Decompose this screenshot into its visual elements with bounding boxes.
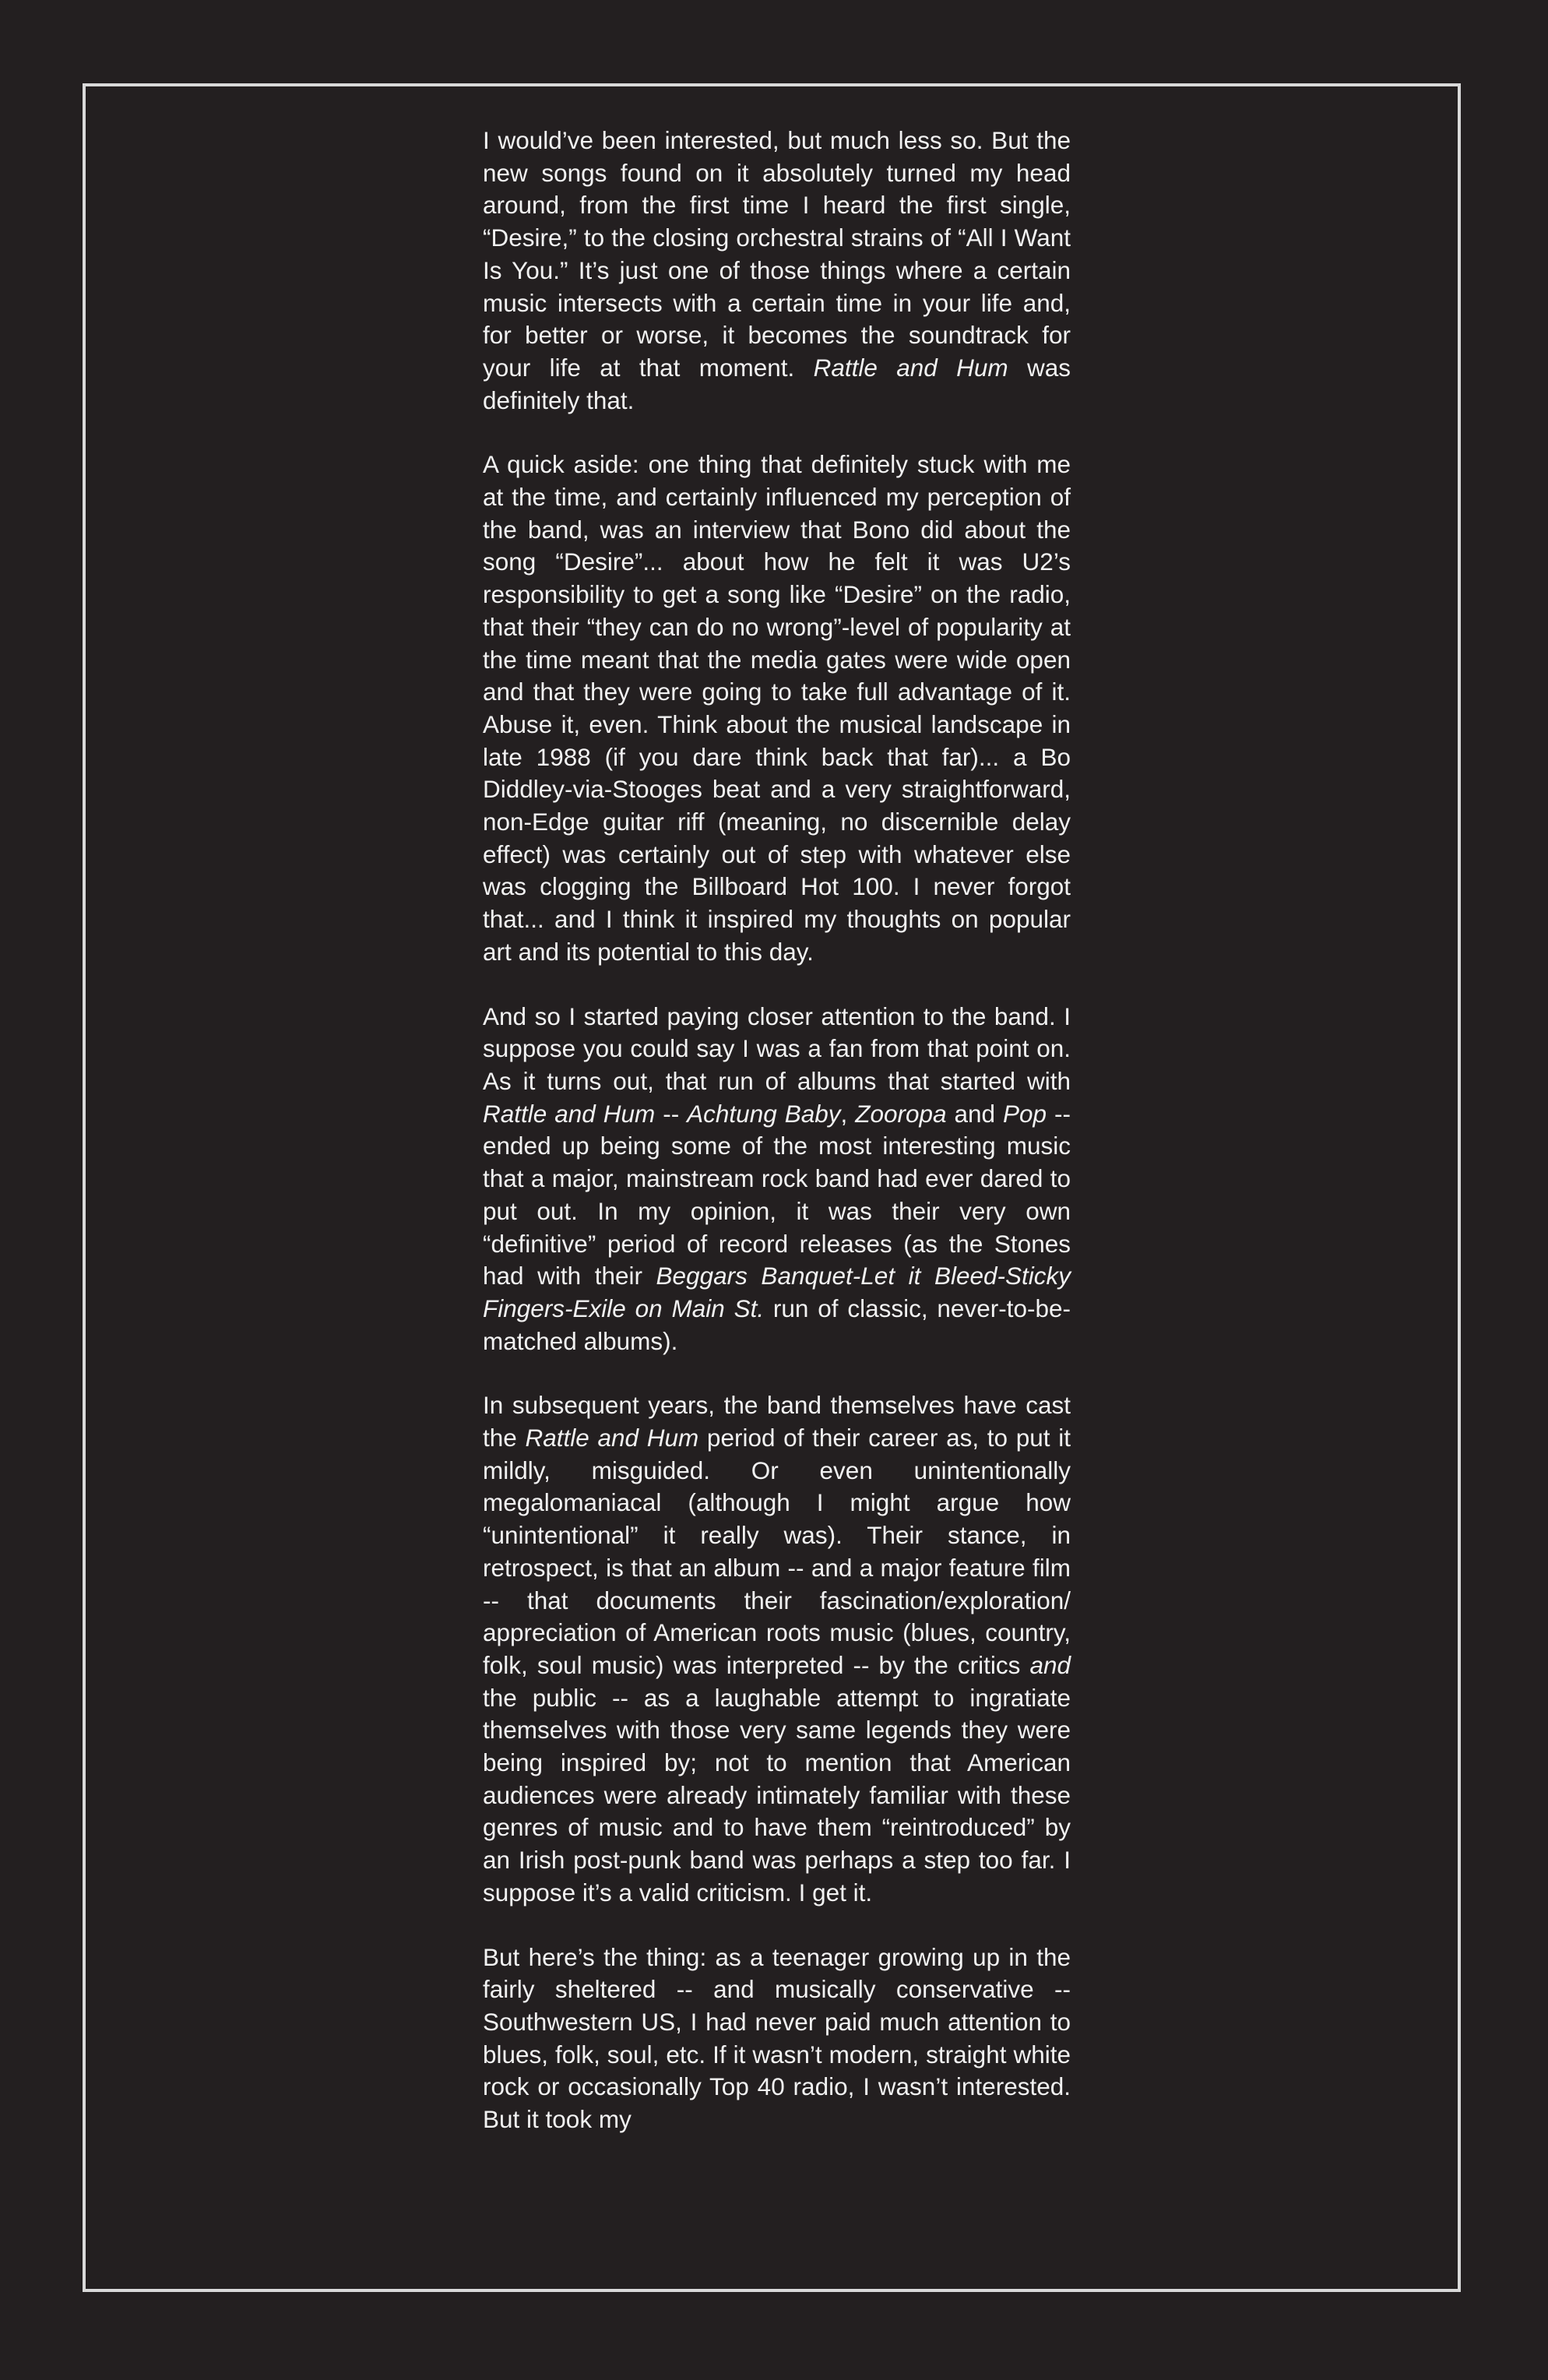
italic-title: Rattle and Hum [483, 1099, 656, 1128]
text-run: A quick aside: one thing that definitely stuck with me at the time, and certainly influenced my perception of the band, was an interview that Bono did about the song “Desire”... about how he felt it was U2’s responsibility to get a song like “Desire” on the radio, that their “they can do no wrong”-level of popularity at the time meant that the media gates were wide open and that they were going to take full advantage of it. Abuse it, even. Think about the musical landscape in late 1988 (if you dare think back that far)... a Bo Diddley-via-Stooges beat and a very straightforward, non-Edge guitar riff (meaning, no discernible delay effect) was certainly out of step with whatever else was clogging the Billboard Hot 100. I never forgot that... and I think it inspired my thoughts on popular art and its potential to this day. [483, 450, 1071, 966]
text-run: and [946, 1099, 1004, 1128]
text-run: And so I started paying closer attention to the band. I suppose you could say I was a fan from that point on. As it turns out, that run of albums that started with [483, 1002, 1071, 1095]
text-run: run of classic, never-to-be-matched albums). [483, 1294, 1071, 1355]
text-run: -- ended up being some of the most interesting music that a major, mainstream rock band had ever dared to put out. In my opinion, it was their very own “definitive” period of record releases (as the Stones had with their [483, 1099, 1071, 1290]
italic-title: Pop [1003, 1099, 1047, 1128]
text-run: In subsequent years, the band themselves have cast the [483, 1391, 1071, 1452]
italic-title: and [1029, 1650, 1071, 1679]
italic-title: Rattle and Hum [813, 353, 1008, 382]
paragraph-3 [483, 1001, 1071, 1358]
text-run: was definitely that. [483, 353, 1071, 414]
text-run: I would’ve been interested, but much less so. But the new songs found on it absolutely turned my head around, from the first time I heard the first single, “Desire,” to the closing orchestral strains of “All I Want Is You.” It’s just one of those things where a certain music intersects with a certain time in your life and, for better or worse, it becomes the soundtrack for your life at that moment. [483, 126, 1071, 382]
text-run: the public -- as a laughable attempt to ingratiate themselves with those very same legends they were being inspired by; not to mention that American audiences were already intimately familiar with these genres of music and to have them “reintroduced” by an Irish post-punk band was perhaps a step too far. I suppose it’s a valid criticism. I get it. [483, 1683, 1071, 1906]
italic-title: Achtung Baby [687, 1099, 841, 1128]
text-run: , [840, 1099, 856, 1128]
text-run: But here’s the thing: as a teenager growing up in the fairly sheltered -- and musically conservative -- Southwestern US, I had never paid much attention to blues, folk, soul, etc. If it wasn’t modern, straight white rock or occasionally Top 40 radio, I wasn’t interested. But it took my [483, 1942, 1071, 2134]
paragraph-1 [483, 125, 1071, 417]
italic-title: Zooropa [855, 1099, 947, 1128]
article-body [483, 125, 1071, 2136]
text-run: period of their career as, to put it mildly, misguided. Or even unintentionally megalomaniacal (although I might argue how “unintentional” it really was). Their stance, in retrospect, is that an album -- and a major feature film -- that documents their fascination/​exploration/​appreciation of American roots music (blues, country, folk, soul music) was interpreted -- by the critics [483, 1424, 1071, 1679]
paragraph-4 [483, 1389, 1071, 1909]
italic-title: Rattle and Hum [525, 1424, 699, 1452]
italic-title: Beggars Banquet-Let it Bleed-Sticky Fingers-Exile on Main St. [483, 1262, 1071, 1322]
paragraph-2 [483, 449, 1071, 968]
text-run: -- [655, 1099, 688, 1128]
paragraph-5 [483, 1942, 1071, 2136]
